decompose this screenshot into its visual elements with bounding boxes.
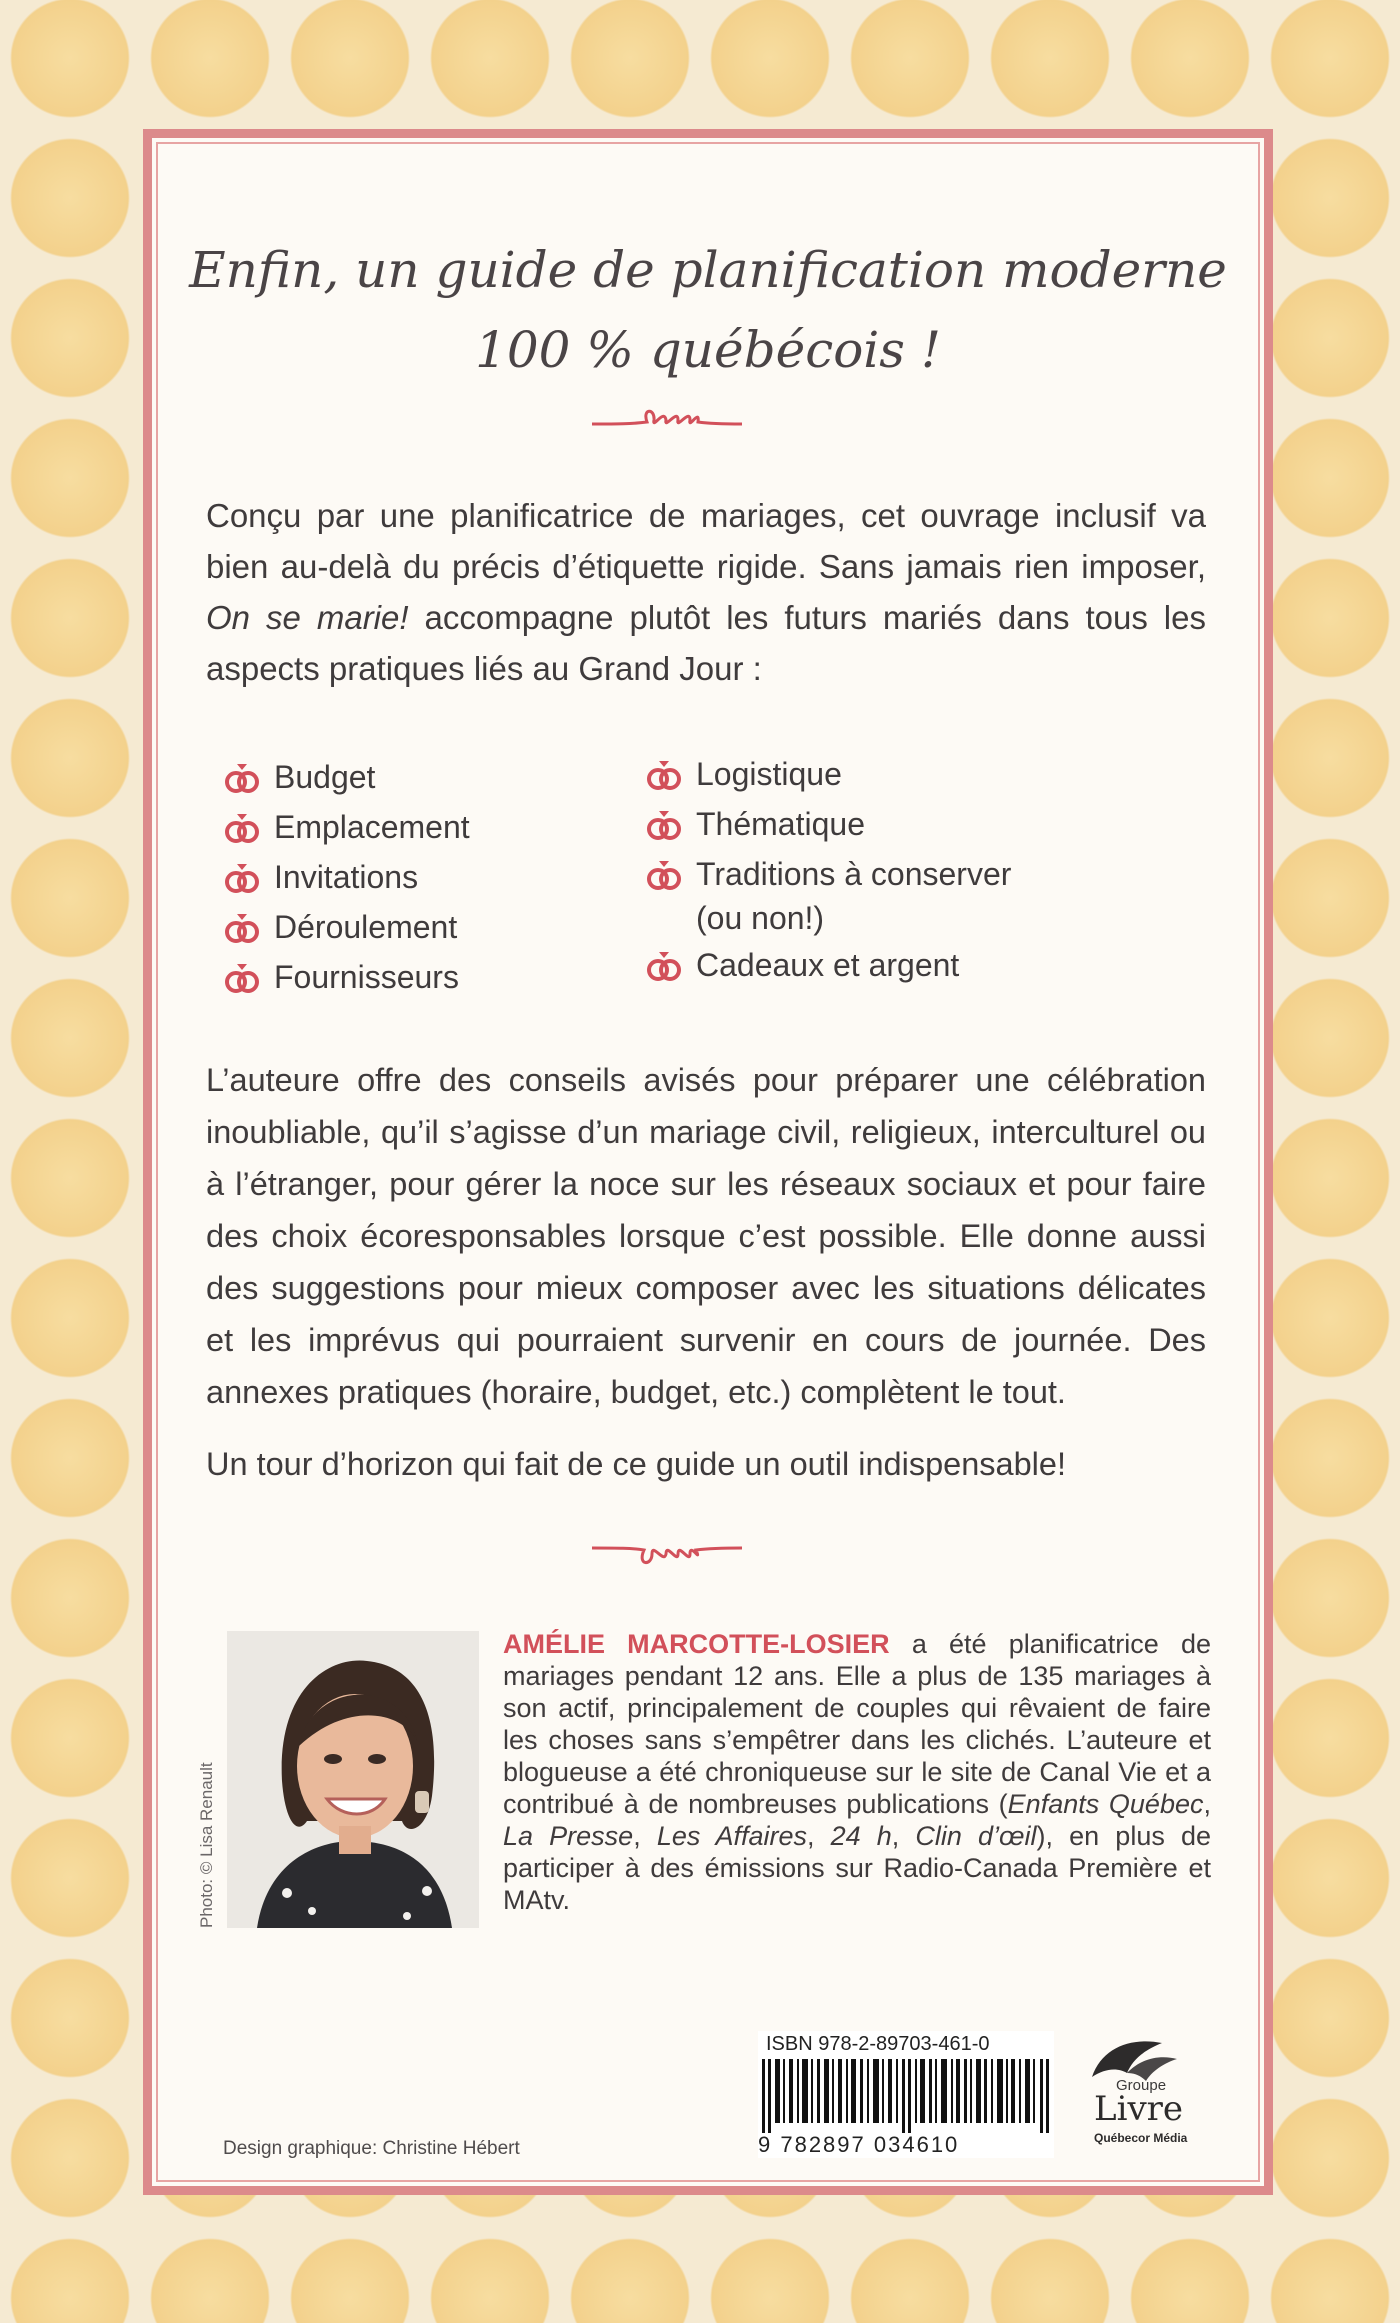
list-item: Cadeaux et argent — [646, 940, 1011, 990]
author-photo — [227, 1631, 479, 1928]
photo-credit: Photo: © Lisa Renault — [197, 1762, 216, 1928]
publisher-logo — [1072, 2037, 1188, 2159]
publisher-media: Québecor Média — [1094, 2131, 1188, 2145]
author-portrait-image — [227, 1631, 479, 1928]
barcode — [758, 2031, 1054, 2158]
list-item: Emplacement — [224, 802, 470, 852]
list-item: Thématique — [646, 799, 1011, 849]
list-item: Logistique — [646, 749, 1011, 799]
list-item: Fournisseurs — [224, 952, 470, 1002]
barcode-bars-icon — [762, 2059, 1050, 2133]
topic-list-left — [224, 752, 470, 1002]
author-name: AMÉLIE MARCOTTE-LOSIER — [503, 1629, 890, 1659]
list-item: Budget — [224, 752, 470, 802]
isbn-label: ISBN 978-2-89703-461-0 — [766, 2033, 990, 2055]
flourish-top-icon — [592, 400, 742, 440]
list-item: Invitations — [224, 852, 470, 902]
wedding-rings-icon — [646, 858, 682, 892]
wedding-rings-icon — [224, 911, 260, 945]
publisher-livre: Livre — [1094, 2089, 1184, 2129]
wedding-rings-icon — [224, 861, 260, 895]
flourish-bottom-icon — [592, 1532, 742, 1572]
intro-after: accompagne plutôt les futurs mariés dans tous les aspects pratiques liés au Grand Jour : — [206, 599, 1206, 687]
closing-paragraph: Un tour d’horizon qui fait de ce guide un outil indispensable! — [206, 1446, 1067, 1482]
headline — [152, 230, 1264, 390]
headline-line-1: Enfin, un guide de planification moderne — [189, 241, 1227, 299]
isbn-digits: 9 782897 034610 — [758, 2132, 960, 2157]
headline-line-2: 100 % québécois ! — [475, 321, 941, 379]
publisher-groupe: Groupe — [1116, 2077, 1167, 2094]
wedding-rings-icon — [646, 949, 682, 983]
wedding-rings-icon — [224, 961, 260, 995]
intro-paragraph — [206, 490, 1206, 694]
list-item: Déroulement — [224, 902, 470, 952]
wedding-rings-icon — [224, 761, 260, 795]
wedding-rings-icon — [646, 808, 682, 842]
body-paragraph: L’auteure offre des conseils avisés pour préparer une célébration inoubliable, qu’il s’agisse d’un mariage civil, religieux, interculturel ou à l’étranger, pour gérer la noce sur les réseaux sociaux et pour faire des choix écoresponsables lorsque c’est possible. Elle donne aussi des suggestions pour mieux composer avec les situations délicates et les imprévus qui pourraient survenir en cours de journée. Des annexes pratiques (horaire, budget, etc.) complètent le tout. — [206, 1062, 1206, 1410]
topic-list-right — [646, 749, 1011, 990]
designer-credit: Design graphique: Christine Hébert — [223, 2138, 520, 2159]
back-cover-panel — [143, 129, 1273, 2195]
wedding-rings-icon — [224, 811, 260, 845]
author-bio: AMÉLIE MARCOTTE-LOSIER a été planificatrice de mariages pendant 12 ans. Elle a plus de 135 mariages à son actif, principalement de couples qui rêvaient de faire les choses sans s’empêtrer dans les clichés. L’auteure et blogueuse a été chroniqueuse sur le site de Canal Vie et a contribué à de nombreuses publications (Enfants Québec, La Presse, Les Affaires, 24 h, Clin d’œil), en plus de participer à des émissions sur Radio-Canada Première et MAtv. — [503, 1629, 1211, 1915]
wedding-rings-icon — [646, 758, 682, 792]
book-title: On se marie! — [206, 599, 409, 636]
list-item: Traditions à conserver (ou non!) — [646, 849, 1011, 940]
intro-before: Conçu par une planificatrice de mariages, cet ouvrage inclusif va bien au-delà du précis d’étiquette rigide. Sans jamais rien imposer, — [206, 497, 1206, 585]
